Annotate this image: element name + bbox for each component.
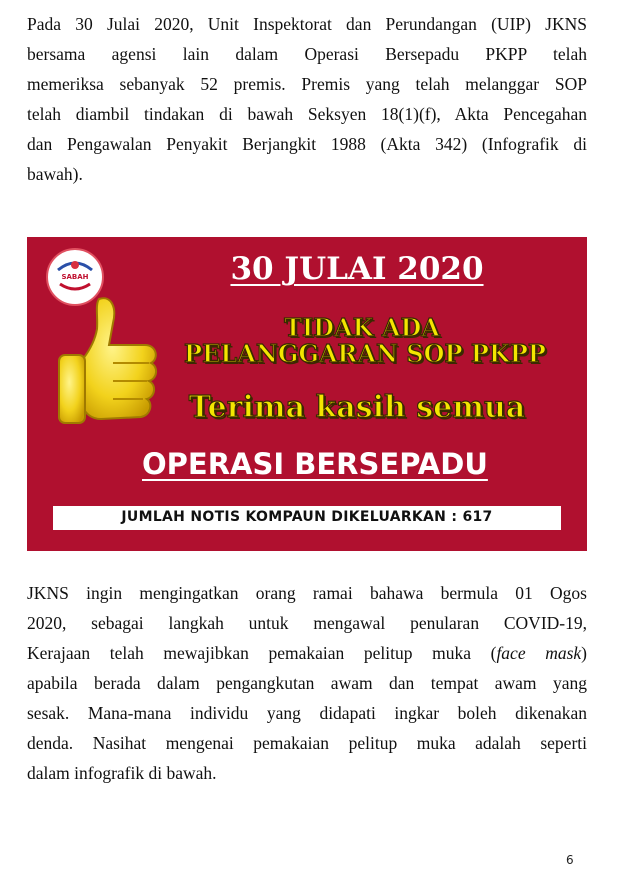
paragraph-line: Pada 30 Julai 2020, Unit Inspektorat dan Perundangan (UIP) JKNS bbox=[27, 14, 587, 34]
notice-text: JUMLAH NOTIS KOMPAUN DIKELUARKAN : 617 bbox=[121, 509, 493, 525]
paragraph-line bbox=[27, 638, 587, 668]
paragraph-line: sesak. Mana-mana individu yang didapati ingkar boleh dikenakan bbox=[27, 703, 587, 723]
reminder-paragraph bbox=[27, 578, 587, 788]
line-text: Kerajaan telah mewajibkan pemakaian pelitup muka ( bbox=[27, 643, 497, 663]
paragraph-line: 2020, sebagai langkah untuk mengawal penularan COVID-19, bbox=[27, 613, 587, 633]
paragraph-line: bawah). bbox=[27, 164, 83, 184]
line-text: ) bbox=[581, 643, 587, 663]
banner-operation-title: OPERASI BERSEPADU bbox=[142, 447, 488, 481]
paragraph-line: telah diambil tindakan di bawah Seksyen 18(1)(f), Akta Pencegahan bbox=[27, 104, 587, 124]
paragraph-line: apabila berada dalam pengangkutan awam dan tempat awam yang bbox=[27, 673, 587, 693]
paragraph-line: dalam infografik di bawah. bbox=[27, 763, 217, 783]
logo-label: SABAH bbox=[61, 273, 89, 281]
paragraph-line: memeriksa sebanyak 52 premis. Premis yang telah melanggar SOP bbox=[27, 74, 587, 94]
banner-line-pelanggaran: PELANGGARAN SOP PKPP bbox=[184, 339, 546, 368]
infographic-banner bbox=[27, 237, 587, 551]
banner-date-title: 30 JULAI 2020 bbox=[230, 251, 484, 287]
paragraph-line: dan Pengawalan Penyakit Berjangkit 1988 (Akta 342) (Infografik di bbox=[27, 134, 587, 154]
banner-line-tidak-ada: TIDAK ADA bbox=[284, 313, 440, 342]
thumbs-up-icon bbox=[55, 293, 165, 443]
page-number: 6 bbox=[566, 853, 574, 867]
intro-paragraph bbox=[27, 9, 587, 189]
face-mask-term: face mask bbox=[496, 643, 582, 663]
paragraph-line: denda. Nasihat mengenai pemakaian pelitup muka adalah seperti bbox=[27, 733, 587, 753]
paragraph-line: bersama agensi lain dalam Operasi Bersepadu PKPP telah bbox=[27, 44, 587, 64]
paragraph-line: JKNS ingin mengingatkan orang ramai bahawa bermula 01 Ogos bbox=[27, 583, 587, 603]
banner-line-terima-kasih: Terima kasih semua bbox=[188, 390, 526, 425]
notice-box bbox=[53, 506, 561, 530]
